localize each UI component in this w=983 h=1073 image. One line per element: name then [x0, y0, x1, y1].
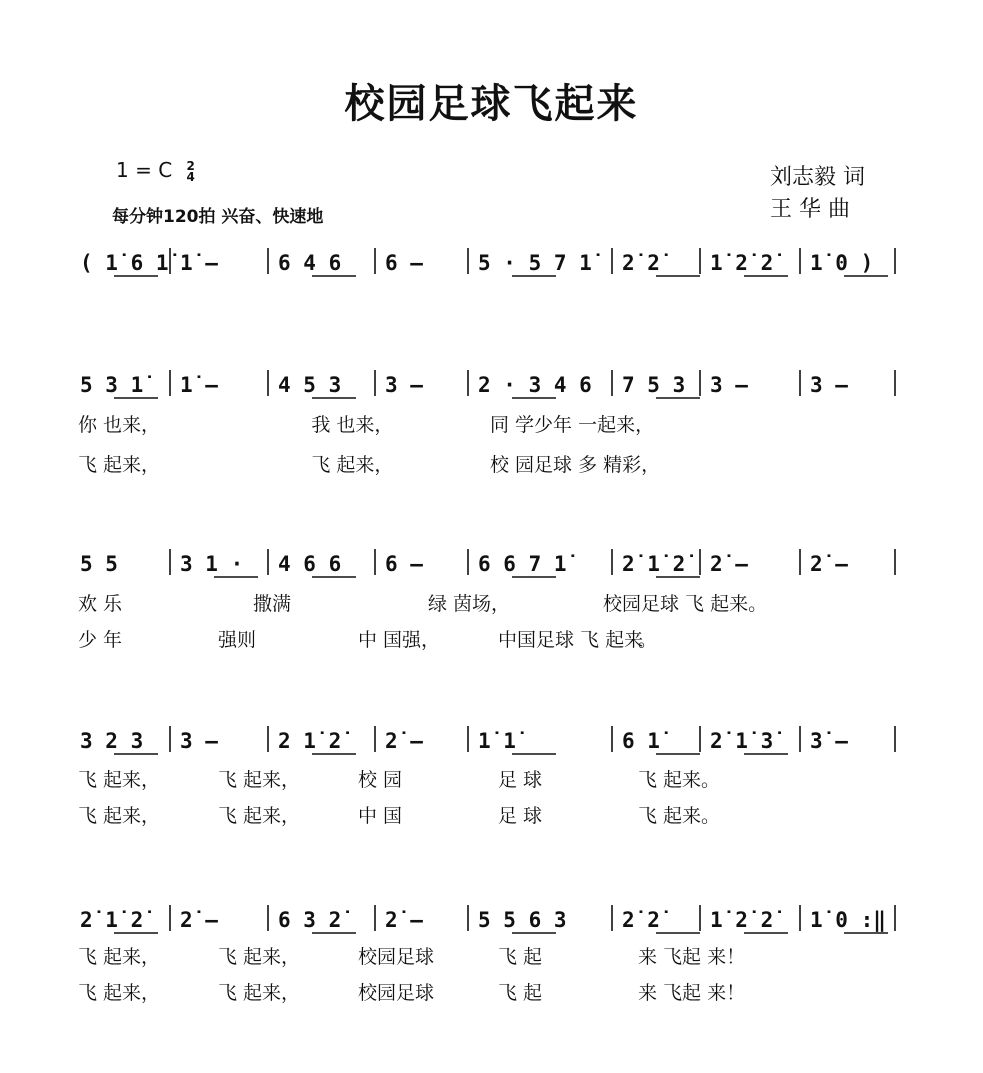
lyric-segment: 飞 起来， — [218, 946, 301, 968]
measure-notes: 2̇ — — [385, 729, 423, 753]
lyric-segment: 校 园足球 多 精彩， — [490, 454, 661, 476]
measure-notes: 2̇ — — [710, 552, 748, 576]
measure-notes: 2̇ 1̇ 2̇ — [622, 552, 686, 576]
lyricist: 刘志毅 词 — [770, 165, 865, 190]
lyric-segment: 飞 起来。 — [638, 769, 721, 791]
lyric-segment: 飞 起来。 — [638, 805, 721, 827]
measure-notes: 6 3 2̇ — [278, 908, 342, 932]
lyric-segment: 飞 起来， — [78, 454, 161, 476]
time-signature-top: 2 — [186, 158, 195, 173]
lyric-segment: 飞 起来， — [218, 982, 301, 1004]
lyric-segment: 来 飞起 来！ — [638, 946, 746, 968]
lyric-segment: 足 球 — [498, 769, 543, 791]
measure-notes: 1̇ 1̇ — [478, 729, 516, 753]
lyric-segment: 飞 起来， — [78, 805, 161, 827]
measure-notes: 4 5 3 — [278, 373, 342, 397]
lyric-segment: 飞 起来， — [78, 982, 161, 1004]
measure-notes: 1̇ 2̇ 2̇ — [710, 908, 774, 932]
measure-notes: 1̇ 0 :‖ — [810, 908, 886, 932]
measure-notes: 2̇ 1̇ 3̇ — [710, 729, 774, 753]
lyric-segment: 我 也来， — [311, 414, 394, 436]
measure-notes: 5 3 1̇ — [80, 373, 144, 397]
measure-notes: 2̇ — — [180, 908, 218, 932]
measure-notes: 1̇ — — [180, 251, 218, 275]
measure-notes: 7 5 3 — [622, 373, 686, 397]
measure-notes: ( 1̇ 6 1̇ — [80, 251, 169, 275]
lyric-segment: 飞 起 — [498, 982, 543, 1004]
lyric-segment: 飞 起来， — [78, 946, 161, 968]
measure-notes: 2̇ 1̇ 2̇ — [80, 908, 144, 932]
measure-notes: 2̇ 2̇ — [622, 908, 660, 932]
measure-notes: 2̇ — — [810, 552, 848, 576]
measure-notes: 6 1̇ — [622, 729, 660, 753]
time-signature-bottom: 4 — [186, 169, 195, 184]
song-title: 校园足球飞起来 — [344, 81, 639, 127]
measure-notes: 5 · 5 7 1̇ — [478, 251, 592, 275]
measure-notes: 2̇ — — [385, 908, 423, 932]
lyric-segment: 中 国强， — [358, 629, 441, 651]
lyric-segment: 飞 起来， — [311, 454, 394, 476]
lyric-segment: 校园足球 — [358, 946, 435, 968]
measure-notes: 2 · 3 4 6 — [478, 373, 592, 397]
measure-notes: 3 — — [385, 373, 423, 397]
measure-notes: 6 — — [385, 552, 423, 576]
measure-notes: 3 — — [810, 373, 848, 397]
measure-notes: 2̇ 2̇ — [622, 251, 660, 275]
lyric-segment: 飞 起来， — [78, 769, 161, 791]
lyric-segment: 中 国 — [358, 805, 403, 827]
lyric-segment: 校园足球 飞 起来。 — [603, 593, 768, 615]
lyric-segment: 校 园 — [358, 769, 403, 791]
measure-notes: 1̇ — — [180, 373, 218, 397]
measure-notes: 3 — — [710, 373, 748, 397]
lyric-segment: 飞 起来， — [218, 769, 301, 791]
measure-notes: 1̇ 0 ) — [810, 251, 874, 275]
measure-notes: 1̇ 2̇ 2̇ — [710, 251, 774, 275]
lyric-segment: 来 飞起 来！ — [638, 982, 746, 1004]
measure-notes: 3̇ — — [810, 729, 848, 753]
lyric-segment: 飞 起来， — [218, 805, 301, 827]
measure-notes: 5 5 — [80, 552, 118, 576]
lyric-segment: 你 也来， — [78, 414, 161, 436]
lyric-segment: 欢 乐 — [78, 593, 123, 615]
measure-notes: 3 1 · — [180, 552, 244, 576]
lyric-segment: 撒满 — [253, 593, 292, 615]
measure-notes: 3 — — [180, 729, 218, 753]
measure-notes: 6 — — [385, 251, 423, 275]
measure-notes: 6 4 6 — [278, 251, 342, 275]
measure-notes: 5 5 6 3 — [478, 908, 567, 932]
lyric-segment: 少 年 — [78, 629, 123, 651]
measure-notes: 6 6 7 1̇ — [478, 552, 567, 576]
lyric-segment: 同 学少年 一起来， — [490, 414, 655, 436]
measure-notes: 3 2 3 — [80, 729, 144, 753]
lyric-segment: 足 球 — [498, 805, 543, 827]
lyric-segment: 校园足球 — [358, 982, 435, 1004]
lyric-segment: 中国足球 飞 起来 — [498, 629, 644, 651]
tempo-marking: 每分钟120拍 兴奋、快速地 — [112, 207, 324, 227]
lyric-segment: 绿 茵场， — [428, 593, 511, 615]
lyric-segment: 强则 — [218, 629, 257, 651]
composer: 王 华 曲 — [770, 197, 850, 222]
lyric-segment: 飞 起 — [498, 946, 543, 968]
measure-notes: 2 1̇ 2̇ — [278, 729, 342, 753]
lyric-segment: 。 — [638, 629, 658, 651]
key-label: 1 = C — [116, 158, 173, 182]
measure-notes: 4 6 6 — [278, 552, 342, 576]
